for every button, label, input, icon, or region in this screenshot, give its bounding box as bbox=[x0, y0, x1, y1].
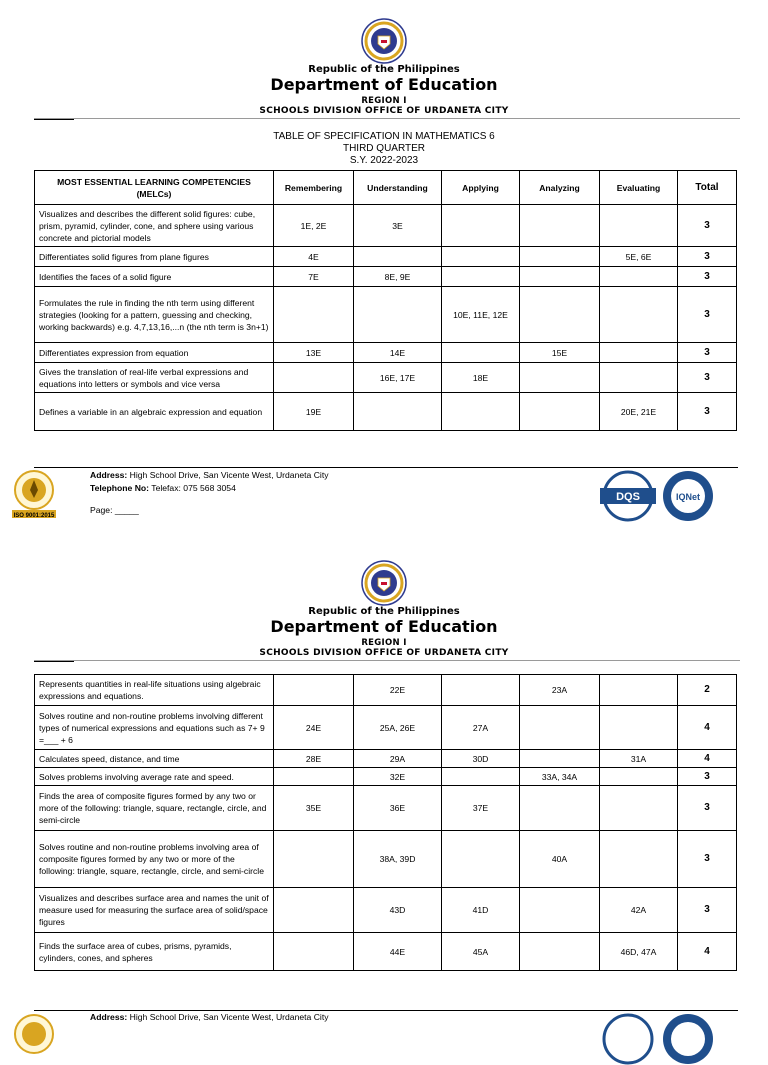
remembering-cell: 4E bbox=[274, 247, 354, 267]
table-row bbox=[35, 831, 737, 888]
col-header-understanding: Understanding bbox=[354, 171, 442, 205]
evaluating-cell bbox=[600, 706, 678, 750]
col-header-total: Total bbox=[678, 171, 737, 205]
total-cell: 4 bbox=[678, 933, 737, 971]
address-label: Address: bbox=[90, 1012, 128, 1022]
melc-cell: Visualizes and describes the different solid figures: cube, prism, pyramid, cylinder, cone, and sphere using various concrete and pictorial models bbox=[35, 205, 274, 247]
deped-seal-icon bbox=[361, 560, 407, 606]
iqnet-cert-icon bbox=[662, 1013, 714, 1065]
analyzing-cell: 23A bbox=[520, 675, 600, 706]
document-title: TABLE OF SPECIFICATION IN MATHEMATICS 6 bbox=[273, 131, 495, 142]
melc-cell: Finds the area of composite figures formed by any two or more of the following: triangle, square, rectangle, circle, and semi-circle bbox=[35, 786, 274, 831]
evaluating-cell: 31A bbox=[600, 750, 678, 768]
remembering-cell: 13E bbox=[274, 343, 354, 363]
evaluating-cell bbox=[600, 768, 678, 786]
analyzing-cell: 15E bbox=[520, 343, 600, 363]
department-title: Department of Education bbox=[270, 617, 498, 636]
region-label: REGION I bbox=[361, 638, 407, 648]
table-row bbox=[35, 750, 737, 768]
analyzing-cell bbox=[520, 933, 600, 971]
evaluating-cell bbox=[600, 786, 678, 831]
dqs-cert-icon bbox=[598, 1013, 658, 1065]
melc-cell: Represents quantities in real-life situations using algebraic expressions and equations. bbox=[35, 675, 274, 706]
table-row bbox=[35, 706, 737, 750]
melc-cell: Formulates the rule in finding the nth term using different strategies (looking for a pattern, guessing and checking, working backwards) e.g. 4,7,13,16,...n (the nth term is 3n+1) bbox=[35, 287, 274, 343]
understanding-cell: 38A, 39D bbox=[354, 831, 442, 888]
division-label: SCHOOLS DIVISION OFFICE OF URDANETA CITY bbox=[259, 106, 509, 116]
analyzing-cell bbox=[520, 750, 600, 768]
sdo-logo-icon bbox=[8, 1012, 60, 1064]
understanding-cell: 43D bbox=[354, 888, 442, 933]
col-header-remembering: Remembering bbox=[274, 171, 354, 205]
footer-address bbox=[90, 1012, 329, 1022]
total-cell: 3 bbox=[678, 287, 737, 343]
understanding-cell: 44E bbox=[354, 933, 442, 971]
school-year-label: S.Y. 2022-2023 bbox=[349, 155, 419, 166]
understanding-cell: 16E, 17E bbox=[354, 363, 442, 393]
applying-cell bbox=[442, 768, 520, 786]
analyzing-cell bbox=[520, 786, 600, 831]
understanding-cell: 14E bbox=[354, 343, 442, 363]
department-title: Department of Education bbox=[270, 75, 498, 94]
col-header-evaluating: Evaluating bbox=[600, 171, 678, 205]
telephone-label: Telephone No: bbox=[90, 483, 150, 493]
total-cell: 3 bbox=[678, 247, 737, 267]
analyzing-cell bbox=[520, 888, 600, 933]
col-header-melcs: MOST ESSENTIAL LEARNING COMPETENCIES (MELCs) bbox=[35, 171, 274, 205]
remembering-cell bbox=[274, 933, 354, 971]
melc-cell: Defines a variable in an algebraic expression and equation bbox=[35, 393, 274, 431]
remembering-cell: 7E bbox=[274, 267, 354, 287]
applying-cell: 45A bbox=[442, 933, 520, 971]
understanding-cell: 36E bbox=[354, 786, 442, 831]
melc-cell: Visualizes and describes surface area and names the unit of measure used for measuring the surface area of solid/space figures bbox=[35, 888, 274, 933]
understanding-cell: 32E bbox=[354, 768, 442, 786]
analyzing-cell bbox=[520, 706, 600, 750]
total-cell: 3 bbox=[678, 768, 737, 786]
applying-cell: 10E, 11E, 12E bbox=[442, 287, 520, 343]
evaluating-cell bbox=[600, 675, 678, 706]
remembering-cell bbox=[274, 831, 354, 888]
remembering-cell: 28E bbox=[274, 750, 354, 768]
applying-cell: 27A bbox=[442, 706, 520, 750]
dqs-text: DQS bbox=[616, 491, 640, 503]
address-value: High School Drive, San Vicente West, Urdaneta City bbox=[129, 1012, 329, 1022]
evaluating-cell: 5E, 6E bbox=[600, 247, 678, 267]
total-cell: 3 bbox=[678, 393, 737, 431]
address-label: Address: bbox=[90, 470, 128, 480]
understanding-cell: 8E, 9E bbox=[354, 267, 442, 287]
remembering-cell: 19E bbox=[274, 393, 354, 431]
melc-cell: Differentiates solid figures from plane figures bbox=[35, 247, 274, 267]
total-cell: 3 bbox=[678, 343, 737, 363]
total-cell: 3 bbox=[678, 831, 737, 888]
understanding-cell: 22E bbox=[354, 675, 442, 706]
footer-divider bbox=[34, 1010, 738, 1011]
total-cell: 3 bbox=[678, 786, 737, 831]
total-cell: 4 bbox=[678, 750, 737, 768]
table-row bbox=[35, 933, 737, 971]
col-header-analyzing: Analyzing bbox=[520, 171, 600, 205]
header-divider-accent bbox=[34, 661, 74, 662]
republic-label: Republic of the Philippines bbox=[308, 606, 460, 617]
iqnet-text: IQNet bbox=[675, 492, 701, 502]
melc-cell: Differentiates expression from equation bbox=[35, 343, 274, 363]
melc-cell: Solves problems involving average rate and speed. bbox=[35, 768, 274, 786]
melc-cell: Finds the surface area of cubes, prisms, pyramids, cylinders, cones, and spheres bbox=[35, 933, 274, 971]
remembering-cell: 1E, 2E bbox=[274, 205, 354, 247]
melc-cell: Calculates speed, distance, and time bbox=[35, 750, 274, 768]
applying-cell: 18E bbox=[442, 363, 520, 393]
applying-cell bbox=[442, 675, 520, 706]
total-cell: 4 bbox=[678, 706, 737, 750]
evaluating-cell: 42A bbox=[600, 888, 678, 933]
table-row bbox=[35, 675, 737, 706]
evaluating-cell bbox=[600, 831, 678, 888]
evaluating-cell: 20E, 21E bbox=[600, 393, 678, 431]
footer-page: Page: _____ bbox=[90, 505, 139, 515]
remembering-cell: 35E bbox=[274, 786, 354, 831]
header-divider bbox=[34, 660, 740, 661]
applying-cell bbox=[442, 831, 520, 888]
region-label: REGION I bbox=[361, 96, 407, 106]
quarter-label: THIRD QUARTER bbox=[342, 143, 426, 154]
remembering-cell: 24E bbox=[274, 706, 354, 750]
understanding-cell: 29A bbox=[354, 750, 442, 768]
iso-logo-text: ISO 9001:2015 bbox=[13, 513, 55, 519]
table-row bbox=[35, 888, 737, 933]
analyzing-cell: 33A, 34A bbox=[520, 768, 600, 786]
address-value: High School Drive, San Vicente West, Urdaneta City bbox=[129, 470, 329, 480]
understanding-cell: 25A, 26E bbox=[354, 706, 442, 750]
remembering-cell bbox=[274, 888, 354, 933]
remembering-cell bbox=[274, 675, 354, 706]
table-row bbox=[35, 786, 737, 831]
total-cell: 3 bbox=[678, 888, 737, 933]
telephone-value: Telefax: 075 568 3054 bbox=[151, 483, 236, 493]
applying-cell: 30D bbox=[442, 750, 520, 768]
evaluating-cell: 46D, 47A bbox=[600, 933, 678, 971]
remembering-cell bbox=[274, 768, 354, 786]
understanding-cell: 3E bbox=[354, 205, 442, 247]
total-cell: 2 bbox=[678, 675, 737, 706]
melc-cell: Solves routine and non-routine problems involving area of composite figures formed by any two or more of the following: triangle, square, rectangle, circle, and semi-circle bbox=[35, 831, 274, 888]
division-label: SCHOOLS DIVISION OFFICE OF URDANETA CITY bbox=[259, 648, 509, 658]
applying-cell: 37E bbox=[442, 786, 520, 831]
analyzing-cell: 40A bbox=[520, 831, 600, 888]
tos-table-page-2 bbox=[34, 674, 737, 971]
total-cell: 3 bbox=[678, 363, 737, 393]
total-cell: 3 bbox=[678, 205, 737, 247]
col-header-applying: Applying bbox=[442, 171, 520, 205]
table-row bbox=[35, 768, 737, 786]
applying-cell: 41D bbox=[442, 888, 520, 933]
total-cell: 3 bbox=[678, 267, 737, 287]
melc-cell: Solves routine and non-routine problems involving different types of numerical expressions and equations such as 7+ 9 =___ + 6 bbox=[35, 706, 274, 750]
melc-cell: Gives the translation of real-life verbal expressions and equations into letters or symbols and vice versa bbox=[35, 363, 274, 393]
melc-cell: Identifies the faces of a solid figure bbox=[35, 267, 274, 287]
republic-label: Republic of the Philippines bbox=[308, 64, 460, 75]
